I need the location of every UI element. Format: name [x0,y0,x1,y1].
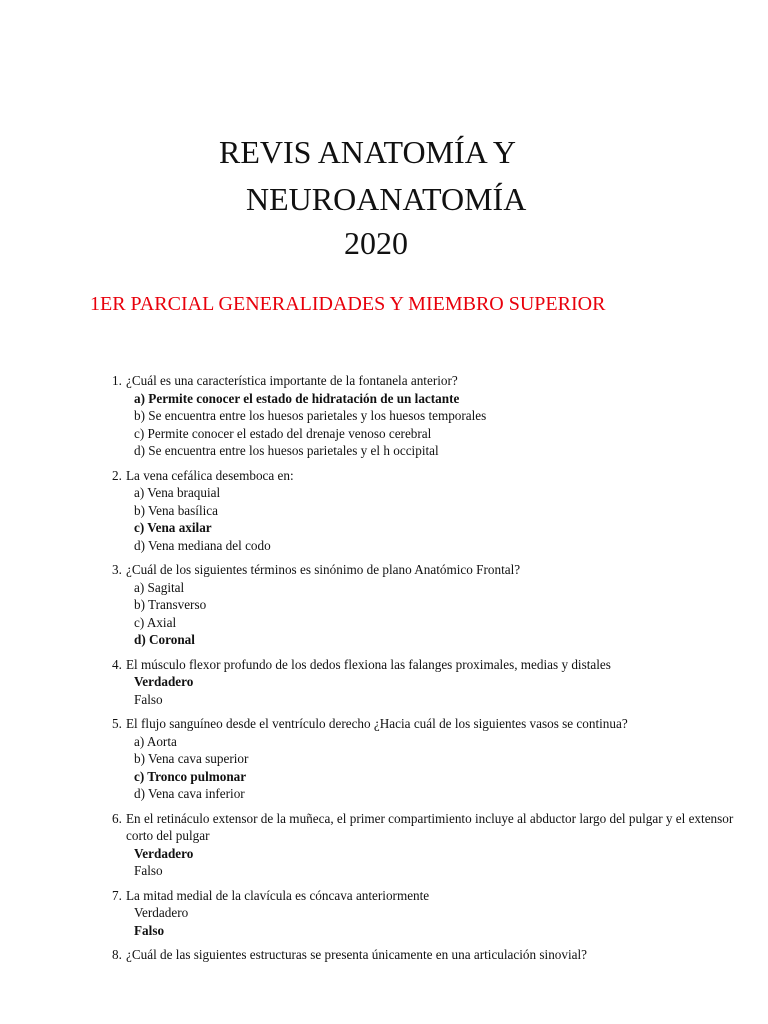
question-row [112,887,752,905]
answer-option: c) Permite conocer el estado del drenaje venoso cerebral [134,425,432,441]
answer-option-correct: a) Permite conocer el estado de hidratación de un lactante [134,390,460,406]
question-number: 4. [112,656,122,672]
answer-option-correct: Falso [134,922,165,938]
question-number: 7. [112,887,122,903]
question-number: 2. [112,467,122,483]
section-subtitle: 1ER PARCIAL GENERALIDADES Y MIEMBRO SUPERIOR [90,293,606,315]
answer-option: b) Vena basílica [134,502,218,518]
answer-option: b) Transverso [134,597,207,612]
question-list [112,372,752,971]
document-title-line-1: REVIS ANATOMÍA Y [219,134,516,170]
question-text: ¿Cuál de las siguientes estructuras se presenta únicamente en una articulación sinovial? [126,947,588,962]
answer-option: d) Vena cava inferior [134,786,245,801]
question-row [112,715,752,733]
answer-option-correct: d) Coronal [134,632,195,647]
question-item [112,561,752,649]
document-title-line-2: NEUROANATOMÍA [246,181,527,217]
answer-option: b) Vena cava superior [134,751,249,766]
answer-option: Verdadero [134,905,189,920]
answer-option: a) Sagital [134,579,185,595]
answer-option: a) Vena braquial [134,485,221,500]
question-number: 3. [112,562,122,577]
question-item [112,810,752,880]
question-number: 6. [112,810,122,826]
answer-option-correct: c) Tronco pulmonar [134,768,247,784]
question-item [112,656,752,709]
answer-option: c) Axial [134,614,177,630]
question-text: ¿Cuál es una característica importante de la fontanela anterior? [126,373,458,388]
question-row [112,561,752,579]
question-item [112,946,752,964]
question-text: La vena cefálica desemboca en: [126,467,294,483]
question-number: 8. [112,947,122,962]
answer-option: Falso [134,863,163,878]
answer-option-correct: Verdadero [134,845,194,861]
question-row [112,946,752,964]
question-item [112,887,752,940]
question-row [112,656,752,674]
question-text: En el retináculo extensor de la muñeca, el primer compartimiento incluye al abductor largo del pulgar y el extensor corto del pulgar [126,810,734,843]
question-row [112,467,752,485]
question-text: ¿Cuál de los siguientes términos es sinónimo de plano Anatómico Frontal? [126,562,521,577]
question-number: 5. [112,716,122,731]
question-row [112,372,752,390]
answer-option: b) Se encuentra entre los huesos parietales y los huesos temporales [134,408,487,423]
question-text: La mitad medial de la clavícula es cóncava anteriormente [126,887,430,903]
answer-option: d) Vena mediana del codo [134,537,271,553]
question-number: 1. [112,373,122,388]
question-text: El músculo flexor profundo de los dedos flexiona las falanges proximales, medias y distales [126,656,611,672]
answer-option: Falso [134,691,163,707]
document-year: 2020 [344,225,408,261]
question-item [112,372,752,460]
question-text: El flujo sanguíneo desde el ventrículo derecho ¿Hacia cuál de los siguientes vasos se continua? [126,716,628,731]
answer-option-correct: c) Vena axilar [134,520,212,535]
answer-option-correct: Verdadero [134,674,194,689]
question-item [112,467,752,555]
answer-option: a) Aorta [134,733,177,749]
question-row [112,810,752,845]
question-item [112,715,752,803]
answer-option: d) Se encuentra entre los huesos parietales y el h occipital [134,443,439,458]
